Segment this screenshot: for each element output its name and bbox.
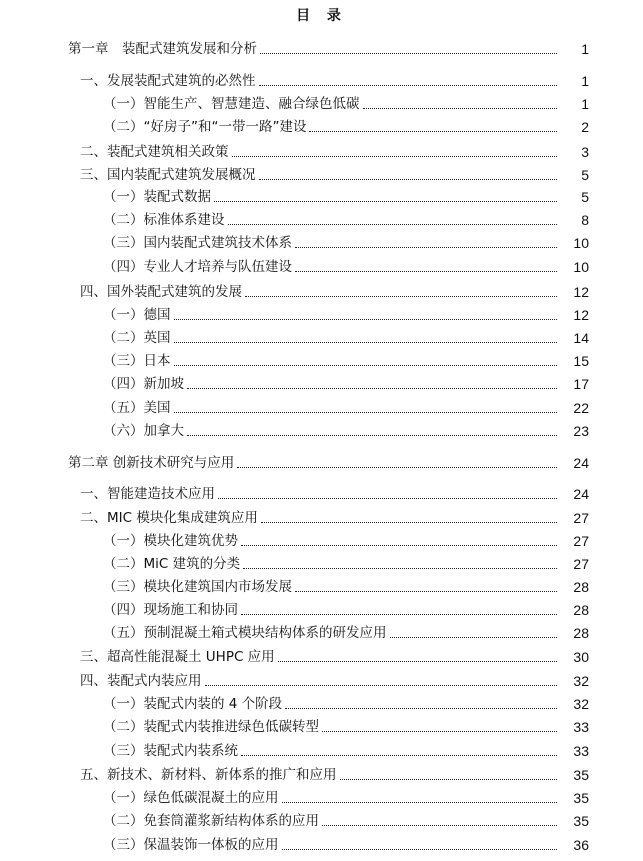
toc-page-number: 15 <box>573 353 589 369</box>
toc-section-entry <box>80 281 589 301</box>
toc-page-number: 28 <box>573 579 589 595</box>
toc-page-number: 3 <box>581 144 589 160</box>
toc-entry-text: （三）模块化建筑国内市场发展 <box>103 579 292 595</box>
toc-dot-leader <box>228 223 558 225</box>
toc-dot-leader <box>295 246 557 248</box>
toc-page-number: 28 <box>573 602 589 618</box>
toc-chapter-entry <box>68 38 589 58</box>
toc-dot-leader <box>174 411 558 413</box>
toc-dot-leader <box>237 466 557 468</box>
toc-dot-leader <box>187 434 557 436</box>
toc-title: 目 录 <box>296 8 347 24</box>
toc-page-number: 14 <box>573 330 589 346</box>
toc-page-number: 36 <box>573 837 589 853</box>
toc-page-number: 10 <box>573 259 589 275</box>
toc-subsection-entry <box>103 834 589 854</box>
toc-dot-leader <box>309 130 557 132</box>
toc-section-entry <box>80 164 589 184</box>
toc-dot-leader <box>390 636 558 638</box>
toc-entry-text: （六）加拿大 <box>103 423 184 439</box>
toc-section-entry <box>80 646 589 666</box>
toc-subsection-entry <box>103 256 589 276</box>
toc-subsection-entry <box>103 599 589 619</box>
toc-page-number: 24 <box>573 455 589 471</box>
toc-entry-text: 一、智能建造技术应用 <box>80 486 215 502</box>
toc-page-number: 2 <box>581 119 589 135</box>
toc-section-entry <box>80 483 589 503</box>
toc-entry-text: （三）日本 <box>103 353 171 369</box>
toc-page-number: 35 <box>573 790 589 806</box>
toc-page-number: 10 <box>573 235 589 251</box>
toc-chapter-entry <box>68 452 589 472</box>
toc-dot-leader <box>278 660 557 662</box>
toc-page-number: 35 <box>573 813 589 829</box>
toc-subsection-entry <box>103 693 589 713</box>
toc-dot-leader <box>285 707 557 709</box>
toc-entry-text: 三、超高性能混凝土 UHPC 应用 <box>80 649 275 665</box>
toc-entry-text: 三、国内装配式建筑发展概况 <box>80 167 256 183</box>
toc-entry-text: （三）国内装配式建筑技术体系 <box>103 235 292 251</box>
toc-subsection-entry <box>103 186 589 206</box>
toc-dot-leader <box>282 848 558 850</box>
toc-subsection-entry <box>103 787 589 807</box>
toc-dot-leader <box>363 107 558 109</box>
toc-entry-text: （四）专业人才培养与队伍建设 <box>103 259 292 275</box>
toc-page-number: 27 <box>573 533 589 549</box>
toc-subsection-entry <box>103 116 589 136</box>
toc-entry-text: 四、装配式内装应用 <box>80 673 202 689</box>
toc-subsection-entry <box>103 740 589 760</box>
toc-dot-leader <box>260 52 557 54</box>
toc-subsection-entry <box>103 397 589 417</box>
toc-subsection-entry <box>103 553 589 573</box>
toc-dot-leader <box>322 730 557 732</box>
toc-page-number: 1 <box>581 73 589 89</box>
toc-subsection-entry <box>103 232 589 252</box>
toc-page-number: 8 <box>581 212 589 228</box>
toc-page-number: 27 <box>573 556 589 572</box>
toc-subsection-entry <box>103 373 589 393</box>
toc-dot-leader <box>205 684 558 686</box>
toc-page-number: 5 <box>581 189 589 205</box>
toc-section-entry <box>80 70 589 90</box>
toc-dot-leader <box>187 387 557 389</box>
toc-entry-text: （三）装配式内装系统 <box>103 743 238 759</box>
toc-subsection-entry <box>103 93 589 113</box>
toc-subsection-entry <box>103 209 589 229</box>
toc-section-entry <box>80 141 589 161</box>
toc-page-number: 28 <box>573 625 589 641</box>
toc-page-number: 27 <box>573 510 589 526</box>
toc-dot-leader <box>241 754 557 756</box>
toc-dot-leader <box>241 613 557 615</box>
toc-dot-leader <box>218 497 557 499</box>
toc-entry-text: （二）标准体系建设 <box>103 212 225 228</box>
toc-page-number: 17 <box>573 376 589 392</box>
toc-page-number: 30 <box>573 649 589 665</box>
toc-dot-leader <box>340 778 558 780</box>
toc-subsection-entry <box>103 304 589 324</box>
toc-dot-leader <box>174 364 558 366</box>
toc-page-number: 1 <box>581 96 589 112</box>
toc-entry-text: 四、国外装配式建筑的发展 <box>80 284 242 300</box>
toc-entry-text: 第二章 创新技术研究与应用 <box>68 455 235 471</box>
toc-entry-text: （一）模块化建筑优势 <box>103 533 238 549</box>
toc-page-number: 32 <box>573 696 589 712</box>
toc-entry-text: （二）装配式内装推进绿色低碳转型 <box>103 719 319 735</box>
toc-entry-text: （三）保温装饰一体板的应用 <box>103 837 279 853</box>
toc-entry-text: （一）德国 <box>103 307 171 323</box>
toc-dot-leader <box>243 567 557 569</box>
toc-dot-leader <box>295 590 557 592</box>
toc-page-number: 32 <box>573 673 589 689</box>
toc-section-entry <box>80 670 589 690</box>
toc-dot-leader <box>282 801 558 803</box>
toc-dot-leader <box>295 270 557 272</box>
toc-entry-text: 二、MIC 模块化集成建筑应用 <box>80 510 258 526</box>
toc-entry-text: （五）预制混凝土箱式模块结构体系的研发应用 <box>103 625 387 641</box>
toc-subsection-entry <box>103 327 589 347</box>
toc-dot-leader <box>259 178 558 180</box>
toc-page-number: 33 <box>573 719 589 735</box>
toc-entry-text: （二）英国 <box>103 330 171 346</box>
toc-page-number: 35 <box>573 767 589 783</box>
toc-page-number: 22 <box>573 400 589 416</box>
toc-page-number: 33 <box>573 743 589 759</box>
toc-page-number: 12 <box>573 284 589 300</box>
toc-dot-leader <box>241 544 557 546</box>
toc-entry-text: （一）绿色低碳混凝土的应用 <box>103 790 279 806</box>
toc-entry-text: （五）美国 <box>103 400 171 416</box>
toc-dot-leader <box>214 200 557 202</box>
toc-entry-text: （二）MiC 建筑的分类 <box>103 556 241 572</box>
toc-page-number: 24 <box>573 486 589 502</box>
toc-subsection-entry <box>103 576 589 596</box>
toc-section-entry <box>80 507 589 527</box>
toc-dot-leader <box>322 824 557 826</box>
toc-entry-text: 二、装配式建筑相关政策 <box>80 144 229 160</box>
toc-subsection-entry <box>103 716 589 736</box>
toc-subsection-entry <box>103 810 589 830</box>
toc-entry-text: （四）新加坡 <box>103 376 184 392</box>
toc-subsection-entry <box>103 350 589 370</box>
toc-entry-text: （一）装配式内装的 4 个阶段 <box>103 696 283 712</box>
toc-dot-leader <box>245 295 557 297</box>
toc-entry-text: （四）现场施工和协同 <box>103 602 238 618</box>
toc-dot-leader <box>174 318 558 320</box>
toc-page-number: 12 <box>573 307 589 323</box>
toc-dot-leader <box>259 84 558 86</box>
toc-subsection-entry <box>103 622 589 642</box>
toc-entry-text: （二）“好房子”和“一带一路”建设 <box>103 119 307 135</box>
toc-subsection-entry <box>103 530 589 550</box>
toc-dot-leader <box>174 341 558 343</box>
toc-dot-leader <box>261 521 557 523</box>
toc-entry-text: 五、新技术、新材料、新体系的推广和应用 <box>80 767 337 783</box>
toc-subsection-entry <box>103 420 589 440</box>
toc-dot-leader <box>232 155 558 157</box>
toc-entry-text: （一）智能生产、智慧建造、融合绿色低碳 <box>103 96 360 112</box>
toc-entry-text: （二）免套筒灌浆新结构体系的应用 <box>103 813 319 829</box>
toc-entry-text: 一、发展装配式建筑的必然性 <box>80 73 256 89</box>
toc-section-entry <box>80 764 589 784</box>
toc-page-number: 23 <box>573 423 589 439</box>
toc-page-number: 5 <box>581 167 589 183</box>
toc-entry-text: （一）装配式数据 <box>103 189 211 205</box>
toc-page-number: 1 <box>581 41 589 57</box>
toc-entry-text: 第一章 装配式建筑发展和分析 <box>68 41 257 57</box>
